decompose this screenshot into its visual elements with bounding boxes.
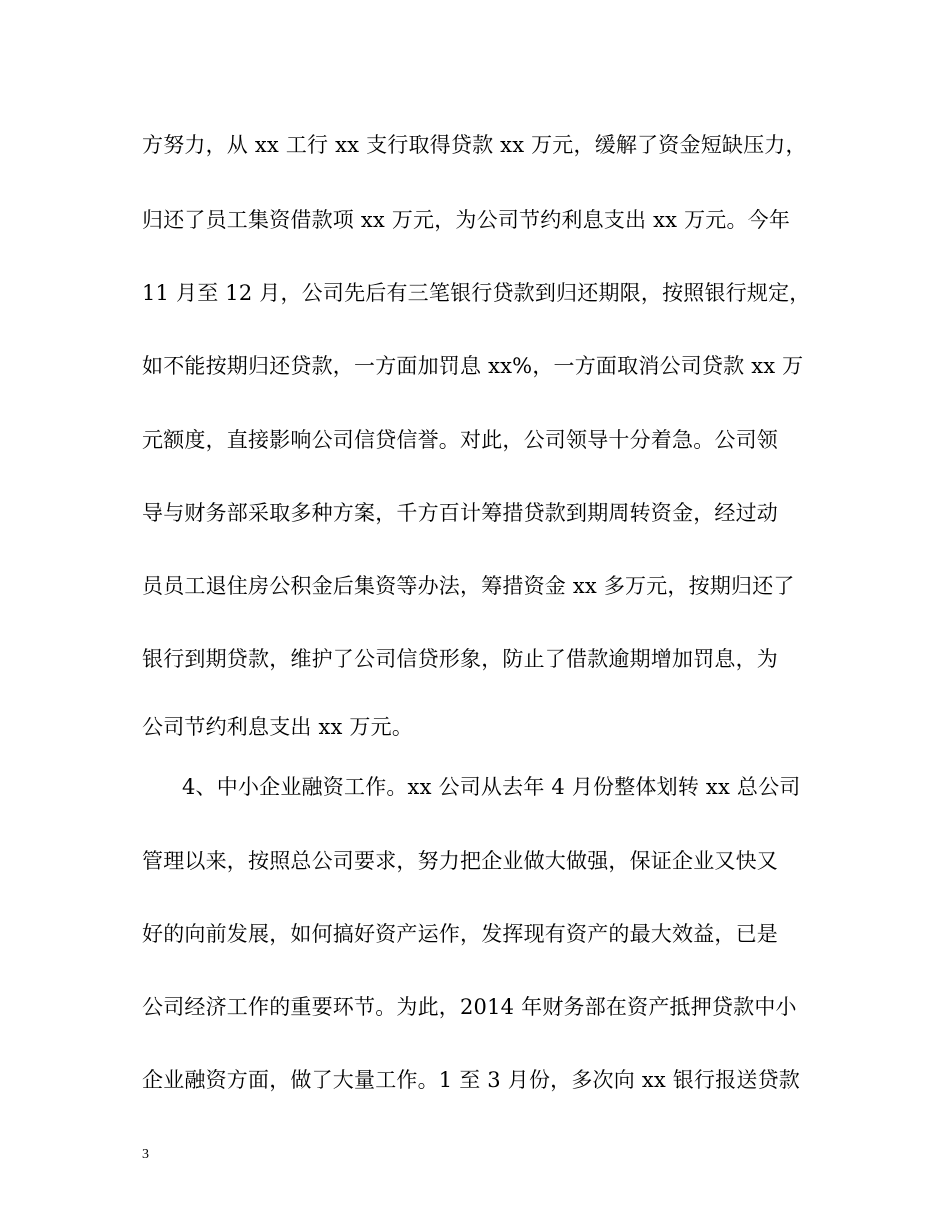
text-line: 如不能按期归还贷款，一方面加罚息 xx%，一方面取消公司贷款 xx 万 <box>142 354 804 378</box>
text-line: 员员工退住房公积金后集资等办法，筹措资金 xx 多万元，按期归还了 <box>142 574 795 598</box>
text-line: 方努力，从 xx 工行 xx 支行取得贷款 xx 万元，缓解了资金短缺压力， <box>142 133 807 157</box>
text-line: 导与财务部采取多种方案，千方百计筹措贷款到期周转资金，经过动 <box>142 501 778 525</box>
page-number: 3 <box>142 1147 149 1162</box>
text-line: 公司经济工作的重要环节。为此，2014 年财务部在资产抵押贷款中小 <box>142 995 797 1019</box>
text-line: 公司节约利息支出 xx 万元。 <box>142 715 414 739</box>
text-line: 企业融资方面，做了大量工作。1 至 3 月份，多次向 xx 银行报送贷款 <box>142 1068 800 1092</box>
text-line: 元额度，直接影响公司信贷信誉。对此，公司领导十分着急。公司领 <box>142 428 778 452</box>
text-line: 好的向前发展，如何搞好资产运作，发挥现有资产的最大效益，已是 <box>142 922 778 946</box>
paragraph-first-line: 4、中小企业融资工作。xx 公司从去年 4 月份整体划转 xx 总公司 <box>182 775 801 799</box>
text-line: 归还了员工集资借款项 xx 万元，为公司节约利息支出 xx 万元。今年 <box>142 208 791 232</box>
text-line: 管理以来，按照总公司要求，努力把企业做大做强，保证企业又快又 <box>142 849 778 873</box>
text-line: 银行到期贷款，维护了公司信贷形象，防止了借款逾期增加罚息，为 <box>142 647 778 671</box>
text-line: 11 月至 12 月，公司先后有三笔银行贷款到归还期限，按照银行规定， <box>142 281 811 305</box>
